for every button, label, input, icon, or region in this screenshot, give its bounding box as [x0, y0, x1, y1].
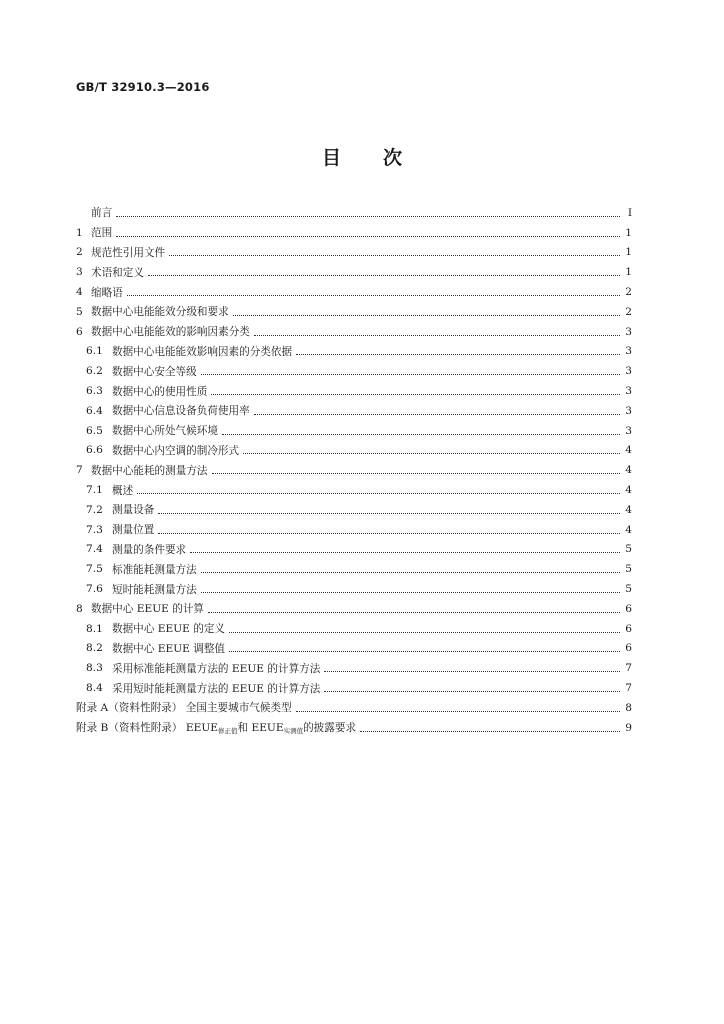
dot-leader — [211, 393, 620, 395]
toc-entry-page: 6 — [625, 622, 632, 635]
dot-leader — [254, 413, 620, 415]
toc-entry[interactable] — [76, 599, 632, 619]
dot-leader — [324, 690, 620, 692]
dot-leader — [158, 532, 620, 534]
toc-entry[interactable] — [76, 579, 632, 599]
toc-entry-page: 3 — [625, 404, 632, 417]
toc-entry-title: 数据中心所处气候环境 — [112, 425, 218, 438]
toc-entry[interactable] — [76, 262, 632, 282]
toc-entry-page: 7 — [625, 662, 632, 675]
toc-entry-page: 6 — [625, 642, 632, 655]
toc-entry-page: 2 — [625, 286, 632, 299]
title-subscript: 修正值 — [218, 727, 238, 736]
toc-entry[interactable] — [76, 698, 632, 718]
toc-entry-number: 6.1 — [86, 345, 103, 358]
toc-title: 目次 — [321, 147, 444, 169]
toc-entry-number: 6.4 — [86, 404, 103, 417]
toc-entry-page: 6 — [625, 602, 632, 615]
dot-leader — [190, 551, 620, 553]
toc-entry-page: 7 — [625, 682, 632, 695]
toc-entry-page: 1 — [625, 246, 632, 259]
toc-entry[interactable] — [76, 381, 632, 401]
toc-entry-page: 9 — [625, 721, 632, 734]
toc-entry[interactable] — [76, 322, 632, 342]
toc-entry-title: 数据中心信息设备负荷使用率 — [112, 405, 250, 418]
toc-entry[interactable] — [76, 500, 632, 520]
toc-entry-number: 7.5 — [86, 563, 103, 576]
dot-leader — [222, 433, 620, 435]
toc-entry[interactable] — [76, 203, 632, 223]
toc-entry-title: 数据中心 EEUE 的定义 — [112, 623, 226, 636]
toc-entry[interactable] — [76, 223, 632, 243]
toc-entry[interactable] — [76, 639, 632, 659]
toc-entry[interactable] — [76, 678, 632, 698]
toc-entry-page: 4 — [625, 444, 632, 457]
toc-entry-number: 7 — [76, 464, 83, 477]
dot-leader — [324, 670, 620, 672]
toc-entry-title: 测量设备 — [112, 504, 155, 517]
title-text: 的披露要求 — [303, 722, 357, 735]
toc-entry-title: 数据中心 EEUE 的计算 — [91, 603, 205, 616]
toc-entry-page: 3 — [625, 365, 632, 378]
toc-entry[interactable] — [76, 243, 632, 263]
toc-entry[interactable] — [76, 480, 632, 500]
toc-entry-page: 4 — [625, 503, 632, 516]
toc-entry-title: 数据中心能耗的测量方法 — [91, 464, 208, 477]
dot-leader — [158, 512, 620, 514]
toc-entry-page: 4 — [625, 484, 632, 497]
standard-code: GB/T 32910.3—2016 — [76, 80, 210, 94]
toc-entry[interactable] — [76, 658, 632, 678]
toc-entry-title: 范围 — [91, 227, 113, 240]
toc-entry[interactable] — [76, 302, 632, 322]
dot-leader — [169, 254, 620, 256]
toc-entry-title: 测量位置 — [112, 524, 155, 537]
toc-entry-title: 标准能耗测量方法 — [112, 563, 197, 576]
toc-entry-title: 数据中心安全等级 — [112, 365, 197, 378]
toc-entry-title: 数据中心电能能效影响因素的分类依据 — [112, 345, 293, 358]
toc-entry[interactable] — [76, 718, 632, 738]
toc-entry[interactable] — [76, 559, 632, 579]
toc-entry-number: 6.3 — [86, 385, 103, 398]
toc-entry-number: 7.4 — [86, 543, 103, 556]
dot-leader — [212, 472, 620, 474]
toc-entry[interactable] — [76, 540, 632, 560]
dot-leader — [254, 334, 620, 336]
toc-entry-page: 3 — [625, 325, 632, 338]
toc-entry-page: 8 — [625, 701, 632, 714]
dot-leader — [201, 571, 620, 573]
dot-leader — [229, 631, 620, 633]
toc-entry-number: 1 — [76, 226, 83, 239]
toc-entry-page: 4 — [625, 464, 632, 477]
dot-leader — [296, 353, 620, 355]
dot-leader — [137, 492, 620, 494]
toc-entry-title: 缩略语 — [91, 286, 123, 299]
dot-leader — [233, 314, 620, 316]
toc-entry-title: 测量的条件要求 — [112, 543, 187, 556]
toc-entry-number: 8.1 — [86, 622, 103, 635]
toc-entry-number: 7.1 — [86, 484, 103, 497]
toc-entry[interactable] — [76, 282, 632, 302]
toc-entry-number: 6.6 — [86, 444, 103, 457]
toc-entry-title: 数据中心 EEUE 调整值 — [112, 642, 226, 655]
toc-entry-number: 6.5 — [86, 424, 103, 437]
toc-entry-page: 4 — [625, 523, 632, 536]
dot-leader — [201, 591, 620, 593]
toc-entry-title: 附录 A（资料性附录） 全国主要城市气候类型 — [76, 702, 292, 715]
title-text: 和 EEUE — [237, 722, 284, 735]
toc-entry-number: 2 — [76, 246, 83, 259]
dot-leader — [296, 710, 620, 712]
toc-entry[interactable] — [76, 441, 632, 461]
dot-leader — [116, 235, 620, 237]
toc-entry[interactable] — [76, 401, 632, 421]
toc-entry-page: 3 — [625, 385, 632, 398]
table-of-contents — [76, 203, 632, 738]
toc-entry-title: 采用短时能耗测量方法的 EEUE 的计算方法 — [112, 682, 321, 695]
toc-entry-page: 3 — [625, 424, 632, 437]
title-text: 附录 B（资料性附录） EEUE — [76, 722, 218, 735]
toc-entry-title: 数据中心内空调的制冷形式 — [112, 444, 240, 457]
toc-entry[interactable] — [76, 520, 632, 540]
toc-entry-number: 8.3 — [86, 662, 103, 675]
toc-entry-page: 1 — [625, 266, 632, 279]
toc-entry-page: 5 — [625, 543, 632, 556]
toc-entry-title: 短时能耗测量方法 — [112, 583, 197, 596]
toc-entry[interactable] — [76, 460, 632, 480]
toc-entry-number: 7.6 — [86, 583, 103, 596]
toc-entry-number: 5 — [76, 305, 83, 318]
toc-entry-page: 1 — [625, 226, 632, 239]
toc-entry-title: 数据中心电能能效的影响因素分类 — [91, 326, 250, 339]
dot-leader — [127, 294, 620, 296]
toc-entry-number: 8 — [76, 602, 83, 615]
toc-entry-title: 规范性引用文件 — [91, 246, 166, 259]
toc-entry-page: Ⅰ — [627, 206, 632, 219]
toc-entry-page: 5 — [625, 583, 632, 596]
toc-entry-number: 4 — [76, 286, 83, 299]
toc-entry-title — [76, 720, 356, 735]
toc-entry-page: 5 — [625, 563, 632, 576]
toc-entry[interactable] — [76, 361, 632, 381]
dot-leader — [116, 215, 620, 217]
toc-entry-number: 8.4 — [86, 682, 103, 695]
toc-entry-number: 7.2 — [86, 503, 103, 516]
toc-entry-title: 数据中心电能能效分级和要求 — [91, 306, 229, 319]
toc-entry-page: 3 — [625, 345, 632, 358]
toc-entry-title: 采用标准能耗测量方法的 EEUE 的计算方法 — [112, 662, 321, 675]
toc-entry-number: 6 — [76, 325, 83, 338]
toc-entry-number: 7.3 — [86, 523, 103, 536]
toc-entry-page: 2 — [625, 305, 632, 318]
toc-entry[interactable] — [76, 421, 632, 441]
dot-leader — [201, 373, 620, 375]
dot-leader — [148, 274, 620, 276]
toc-entry-title: 数据中心的使用性质 — [112, 385, 208, 398]
dot-leader — [208, 611, 620, 613]
dot-leader — [360, 730, 620, 732]
title-subscript: 实测值 — [283, 727, 304, 736]
toc-entry-title: 概述 — [112, 484, 134, 497]
toc-entry-title: 前言 — [91, 207, 113, 220]
dot-leader — [243, 452, 620, 454]
toc-entry[interactable] — [76, 619, 632, 639]
toc-entry-number: 6.2 — [86, 365, 103, 378]
toc-entry[interactable] — [76, 342, 632, 362]
toc-entry-title: 术语和定义 — [91, 266, 144, 279]
dot-leader — [229, 650, 620, 652]
toc-entry-number: 8.2 — [86, 642, 103, 655]
toc-entry-number: 3 — [76, 266, 83, 279]
